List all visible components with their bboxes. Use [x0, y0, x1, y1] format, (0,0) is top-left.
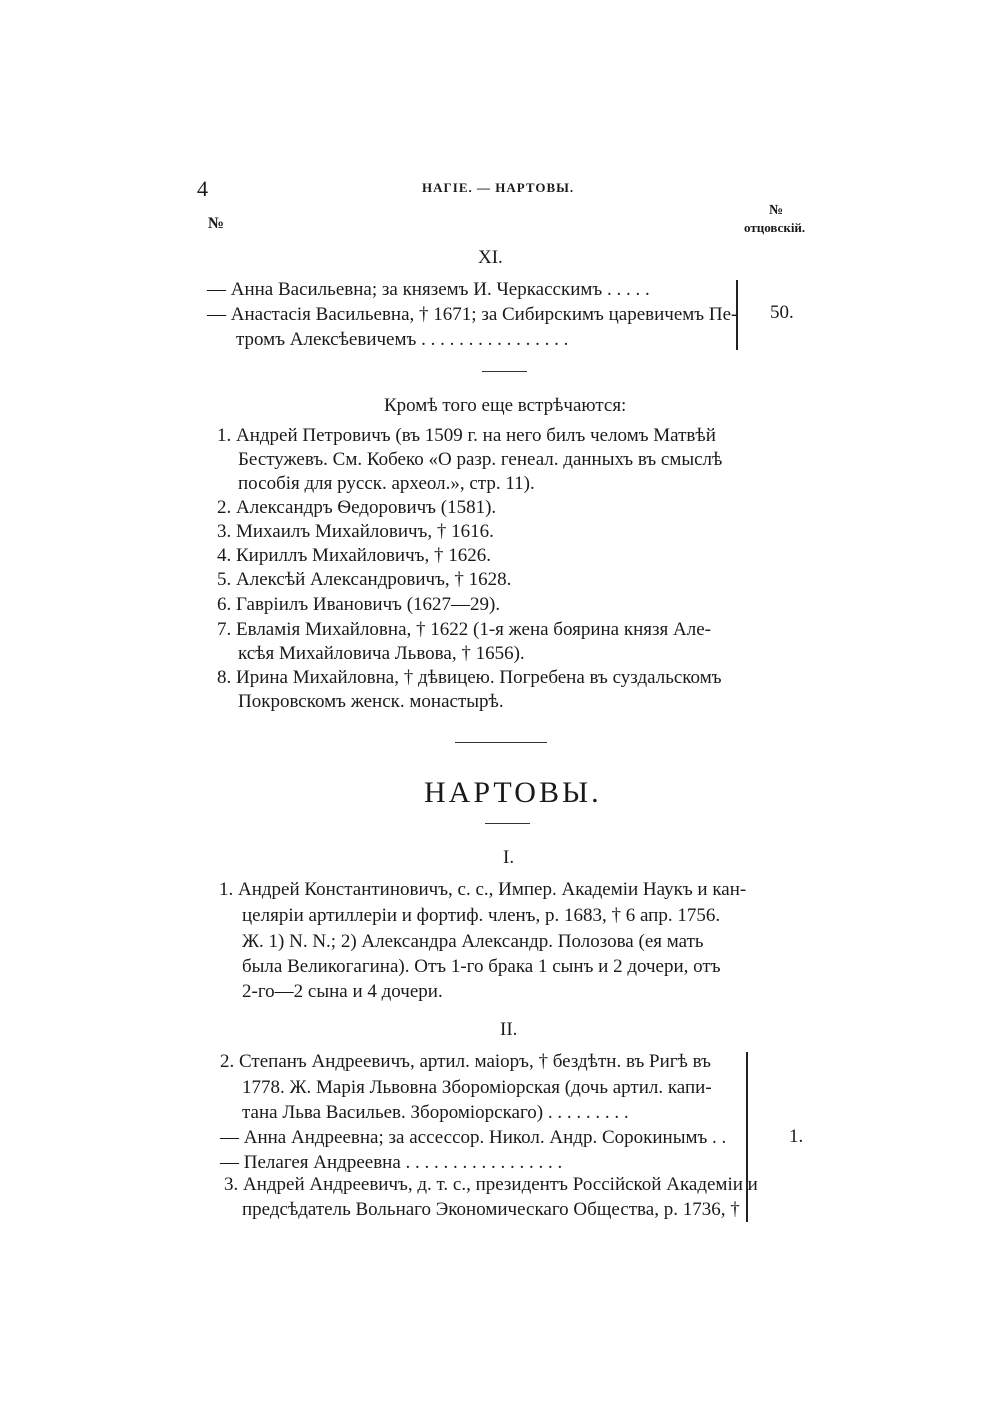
section-i-heading: I.: [503, 847, 515, 868]
divider-title: [485, 823, 530, 824]
father-column-label: отцовскій.: [744, 220, 806, 235]
section-xi-heading: XI.: [478, 247, 503, 268]
ii-entry-3-cont: предсѣдатель Вольнаго Экономическаго Общества, р. 1736, †: [242, 1199, 740, 1220]
also-item-2: 2. Александръ Ѳедоровичъ (1581).: [217, 497, 497, 518]
divider-short: [482, 371, 527, 372]
i-entry-1-cont: была Великогагина). Отъ 1-го брака 1 сынъ и 2 дочери, отъ: [242, 956, 721, 977]
xi-father-number: 50.: [770, 302, 794, 323]
ii-entry-3: 3. Андрей Андреевичъ, д. т. с., президентъ Россійской Академіи и: [224, 1174, 758, 1195]
divider-long: [455, 742, 547, 743]
section-ii-heading: II.: [500, 1019, 518, 1040]
column-number-label: №: [208, 215, 225, 232]
ii-entry-anna: — Анна Андреевна; за ассессор. Никол. Андр. Сорокинымъ . .: [220, 1127, 727, 1148]
family-title: НАРТОВЫ.: [424, 776, 602, 809]
i-entry-1-cont: целяріи артиллеріи и фортиф. членъ, р. 1683, † 6 апр. 1756.: [242, 905, 721, 926]
i-entry-1-cont: Ж. 1) N. N.; 2) Александра Александр. Полозова (ея мать: [242, 931, 704, 952]
also-item-7: 7. Евламія Михайловна, † 1622 (1-я жена боярина князя Але-: [217, 619, 711, 640]
running-title: НАГІЕ. — НАРТОВЫ.: [422, 180, 575, 195]
also-heading: Кромѣ того еще встрѣчаются:: [384, 395, 627, 416]
also-item-1: 1. Андрей Петровичъ (въ 1509 г. на него билъ челомъ Матвѣй: [217, 425, 716, 446]
xi-brace: [736, 280, 738, 350]
i-entry-1: 1. Андрей Константиновичъ, с. с., Импер. Академіи Наукъ и кан-: [219, 879, 747, 900]
also-item-8: 8. Ирина Михайловна, † дѣвицею. Погребена въ суздальскомъ: [217, 667, 722, 688]
also-item-1-cont: пособія для русск. археол.», стр. 11).: [238, 473, 535, 494]
also-item-7-cont: ксѣя Михайловича Львова, † 1656).: [238, 643, 525, 664]
also-item-5: 5. Алексѣй Александровичъ, † 1628.: [217, 569, 512, 590]
xi-entry-anastasia-cont: тромъ Алексѣевичемъ . . . . . . . . . . . . . . . .: [236, 329, 569, 350]
page-number: 4: [197, 176, 208, 201]
also-item-6: 6. Гавріилъ Ивановичъ (1627—29).: [217, 594, 501, 615]
father-number-label: №: [769, 203, 784, 218]
ii-brace: [746, 1052, 748, 1222]
also-item-3: 3. Михаилъ Михайловичъ, † 1616.: [217, 521, 494, 542]
ii-entry-2-cont: тана Льва Васильев. Збороміорскаго) . . . . . . . . .: [242, 1102, 629, 1123]
ii-entry-pelageya: — Пелагея Андреевна . . . . . . . . . . . . . . . . .: [220, 1152, 563, 1173]
also-item-4: 4. Кириллъ Михайловичъ, † 1626.: [217, 545, 491, 566]
also-item-1-cont: Бестужевъ. См. Кобеко «О разр. генеал. данныхъ въ смыслѣ: [238, 449, 723, 470]
ii-father-number: 1.: [789, 1126, 804, 1147]
also-item-8-cont: Покровскомъ женск. монастырѣ.: [238, 691, 504, 712]
xi-entry-anna: — Анна Васильевна; за княземъ И. Черкасскимъ . . . . .: [207, 279, 650, 300]
i-entry-1-cont: 2-го—2 сына и 4 дочери.: [242, 981, 443, 1002]
ii-entry-2: 2. Степанъ Андреевичъ, артил. маіоръ, † бездѣтн. въ Ригѣ въ: [220, 1051, 711, 1072]
ii-entry-2-cont: 1778. Ж. Марія Львовна Збороміорская (дочь артил. капи-: [242, 1077, 712, 1098]
xi-entry-anastasia: — Анастасія Васильевна, † 1671; за Сибирскимъ царевичемъ Пе-: [207, 304, 738, 325]
